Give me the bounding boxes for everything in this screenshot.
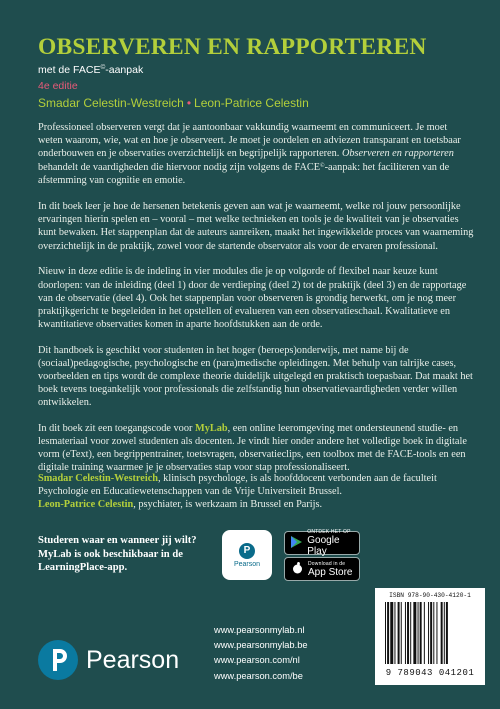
book-title: OBSERVEREN EN RAPPORTEREN: [38, 34, 427, 60]
app-store-badge[interactable]: [284, 557, 360, 581]
p1-book-title-italic: Observeren en rapporteren: [341, 148, 454, 160]
google-play-small-text: ONTDEK HET OP: [307, 529, 351, 535]
pearson-app-icon[interactable]: [222, 530, 272, 580]
description-paragraph-3: Nieuw in deze editie is de indeling in vier modules die je op volgorde of flexibel naar keuze kunt doorlopen: van de inleiding (deel 1) door de verdieping (deel 2) tot de praktijk (deel 3) en de rapportage van de observatie (deel 4). Ook het stappenplan voor observeren is grondig herwerkt, om je nog meer praktijkgericht te begeleiden in het opstellen of evalueren van een observatieschaal. Kwalitatieve en kwantitatieve observaties komen in aparte hoofdstukken aan de orde.: [38, 266, 467, 330]
p5-text-a: In dit boek zit een toegangscode voor: [38, 422, 195, 434]
bio-text-1: , klinisch psychologe, is als hoofddocent verbonden aan de faculteit Psychologie en Educatiewetenschappen van de Vrije Universiteit Brussel.: [38, 473, 437, 498]
apple-icon: [290, 562, 304, 577]
google-play-big-text: Google Play: [307, 535, 340, 557]
p1-text-b: behandelt de vaardigheden die hiervoor nodig zijn volgens de FACE: [38, 162, 321, 174]
app-tile-label: Pearson: [233, 560, 261, 568]
google-play-icon: [290, 536, 303, 551]
description-paragraph-1: [38, 121, 474, 187]
isbn-label: ISBN 978-90-430-4120-1: [389, 592, 471, 599]
p1-text-c: -aanpak: het faciliteren van de afstemming van cognitie en emotie.: [38, 162, 450, 187]
p1-text-a: Professioneel observeren vergt dat je aantoonbaar vakkundig waarneemt en communiceert. Je moet weten waarom, wie, wat en hoe je observeert. Je moet je oordelen en adviezen transparant en toetsbaar onderbouwen en je observaties overzichtelijk en begrijpelijk rapporteren.: [38, 122, 461, 160]
website-link[interactable]: www.pearson.com/nl: [214, 655, 300, 666]
p5-text-b: , een online leeromgeving met ondersteunend studie- en lesmateriaal voor zowel studenten als docenten. Je vindt hier onder andere het volledige boek in digitale vorm (eText), een begrippentrainer, toetsvragen, observatieclips, een toolbox met de FACE-tools en een digitale training waarmee je je observaties stap voor stap professionaliseert.: [38, 422, 467, 474]
author-bios: [38, 472, 478, 511]
description-paragraph-4: Dit handboek is geschikt voor studenten in het hoger (beroeps)onderwijs, met name bij de (sociaal)pedagogische, psychologische en (para)medische opleidingen. Met behulp van talrijke cases, voorbeelden en tips wordt de complexe theorie duidelijk uitgelegd en praktisch toepasbaar. Dat maakt het boek tevens toegankelijk voor professionals die zelfstandig hun observatievaardigheden verder willen ontwikkelen.: [38, 344, 473, 409]
pearson-wordmark: Pearson: [86, 645, 180, 674]
mylab-highlight: MyLab: [194, 422, 228, 434]
author-name-2: Leon-Patrice Celestin: [194, 96, 309, 110]
promo-line-2: MyLab is ook beschikbaar in de LearningPlace-app.: [38, 548, 183, 574]
pearson-logo-icon: [38, 640, 78, 680]
book-subtitle: [38, 64, 143, 76]
author-line: [38, 96, 309, 110]
website-links: [214, 623, 308, 684]
app-store-big-text: App Store: [308, 566, 353, 578]
google-play-badge[interactable]: [284, 531, 360, 555]
description-paragraph-2: In dit boek leer je hoe de hersenen betekenis geven aan wat je waarneemt, welke rol jouw persoonlijke ervaringen hierin spelen en – vooral – met welke technieken en tools je de kwaliteit van je observaties kunt bewaken. Het stappenplan dat de auteurs aanreiken, maakt het ingewikkelde proces van waarneming overzichtelijk in de praktijk, zowel voor de startende observator als voor de ervaren professional.: [38, 201, 474, 252]
barcode-bars-icon: [385, 602, 475, 664]
barcode-number: 9 789043 041201: [385, 668, 475, 678]
promo-line-1: Studeren waar en wanneer jij wilt?: [38, 535, 197, 546]
author-name-1: Smadar Celestin-Westreich: [38, 96, 184, 110]
author-separator: •: [186, 96, 192, 110]
pearson-logo: [38, 640, 179, 680]
description-paragraph-5: [38, 422, 474, 474]
subtitle-prefix: met de FACE: [38, 64, 101, 76]
copyright-mark: ©: [100, 64, 106, 71]
p1-copyright-mark: ©: [320, 163, 325, 170]
bio-name-2: Leon-Patrice Celestin: [38, 499, 134, 511]
bio-text-2: , psychiater, is werkzaam in Brussel en Parijs.: [133, 499, 323, 511]
website-link[interactable]: www.pearsonmylab.nl: [214, 625, 305, 635]
website-link[interactable]: www.pearson.com/be: [214, 670, 303, 681]
bio-name-1: Smadar Celestin-Westreich: [38, 473, 159, 484]
app-promo-text: [38, 534, 218, 575]
app-store-small-text: Download in de: [308, 560, 346, 567]
website-link[interactable]: www.pearsonmylab.be: [214, 640, 308, 651]
pearson-p-icon: P: [239, 543, 255, 559]
edition-label: 4e editie: [38, 80, 78, 92]
book-description: [38, 121, 474, 487]
isbn-barcode: [375, 588, 485, 685]
subtitle-suffix: -aanpak: [105, 64, 144, 76]
